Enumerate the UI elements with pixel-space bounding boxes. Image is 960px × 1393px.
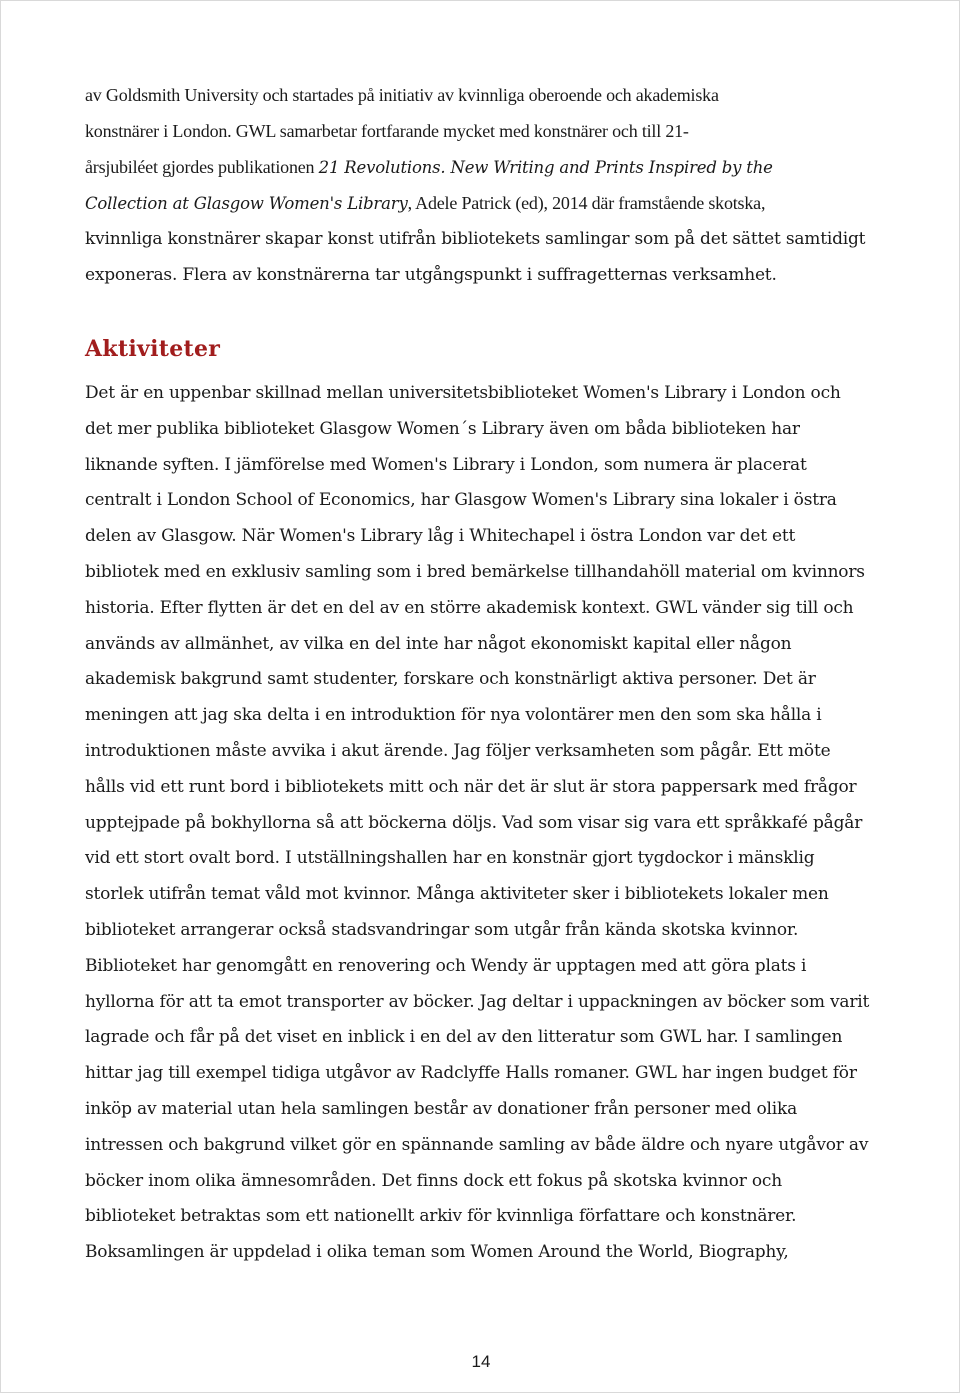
text-line: hyllorna för att ta emot transporter av böcker. Jag deltar i uppackningen av böcker som varit: [85, 992, 870, 1012]
italic-title-text: 21 Revolutions. New Writing and Prints Inspired by the: [318, 158, 773, 177]
italic-title-text: Collection at Glasgow Women's Library: [85, 194, 408, 213]
text-line: liknande syften. I jämförelse med Women's Library i London, som numera är placerat: [85, 455, 807, 475]
text-segment: kvinnliga konstnärer skapar konst utifrån bibliotekets samlingar som på det sättet samtidigt: [85, 229, 866, 249]
text-line: biblioteket betraktas som ett nationellt arkiv för kvinnliga författare och konstnärer.: [85, 1206, 797, 1226]
text-line: [85, 85, 719, 106]
text-line: böcker inom olika ämnesområden. Det finns dock ett fokus på skotska kvinnor och: [85, 1171, 782, 1191]
text-line: det mer publika biblioteket Glasgow Women´s Library även om båda biblioteken har: [85, 419, 800, 439]
text-segment: årsjubiléet gjordes publikationen: [85, 157, 319, 177]
text-line: vid ett stort ovalt bord. I utställningshallen har en konstnär gjort tygdockor i mänsklig: [85, 848, 815, 868]
text-line: [85, 193, 765, 214]
text-line: Biblioteket har genomgått en renovering och Wendy är upptagen med att göra plats i: [85, 956, 807, 976]
text-line: används av allmänhet, av vilka en del inte har något ekonomiskt kapital eller någon: [85, 634, 792, 654]
text-line: akademisk bakgrund samt studenter, forskare och konstnärligt aktiva personer. Det är: [85, 669, 816, 689]
text-line: [85, 157, 773, 178]
text-line: [85, 121, 689, 142]
text-line: historia. Efter flytten är det en del av en större akademisk kontext. GWL vänder sig till och: [85, 598, 854, 618]
text-segment: exponeras. Flera av konstnärerna tar utgångspunkt i suffragetternas verksamhet.: [85, 265, 777, 285]
text-line: hålls vid ett runt bord i bibliotekets mitt och när det är slut är stora pappersark med frågor: [85, 777, 857, 797]
text-line: Det är en uppenbar skillnad mellan universitetsbiblioteket Women's Library i London och: [85, 383, 841, 403]
text-line: biblioteket arrangerar också stadsvandringar som utgår från kända skotska kvinnor.: [85, 920, 799, 940]
text-segment: , Adele Patrick (ed), 2014 där framstående skotska,: [407, 193, 766, 213]
text-line: meningen att jag ska delta i en introduktion för nya volontärer men den som ska hålla i: [85, 705, 822, 725]
text-segment: av Goldsmith University och startades på initiativ av kvinnliga oberoende och akademiska: [85, 85, 719, 105]
section-heading: Aktiviteter: [85, 336, 221, 362]
text-line: introduktionen måste avvika i akut ärende. Jag följer verksamheten som pågår. Ett möte: [85, 741, 831, 761]
text-line: delen av Glasgow. När Women's Library låg i Whitechapel i östra London var det ett: [85, 526, 796, 546]
text-line: [85, 229, 865, 249]
text-line: intressen och bakgrund vilket gör en spännande samling av både äldre och nyare utgåvor av: [85, 1135, 869, 1155]
text-line: upptejpade på bokhyllorna så att böckerna döljs. Vad som visar sig vara ett språkkafé pågår: [85, 813, 863, 833]
text-line: [85, 265, 777, 285]
text-line: bibliotek med en exklusiv samling som i bred bemärkelse tillhandahöll material om kvinnors: [85, 562, 865, 582]
text-line: lagrade och får på det viset en inblick i en del av den litteratur som GWL har. I samlingen: [85, 1027, 843, 1047]
text-line: Boksamlingen är uppdelad i olika teman som Women Around the World, Biography,: [85, 1242, 789, 1262]
page-number: 14: [471, 1352, 491, 1371]
text-line: storlek utifrån temat våld mot kvinnor. Många aktiviteter sker i bibliotekets lokaler men: [85, 884, 829, 904]
text-line: centralt i London School of Economics, har Glasgow Women's Library sina lokaler i östra: [85, 490, 837, 510]
text-line: hittar jag till exempel tidiga utgåvor av Radclyffe Halls romaner. GWL har ingen budget för: [85, 1063, 857, 1083]
text-segment: konstnärer i London. GWL samarbetar fortfarande mycket med konstnärer och till 21-: [85, 121, 689, 141]
text-line: inköp av material utan hela samlingen består av donationer från personer med olika: [85, 1099, 798, 1119]
